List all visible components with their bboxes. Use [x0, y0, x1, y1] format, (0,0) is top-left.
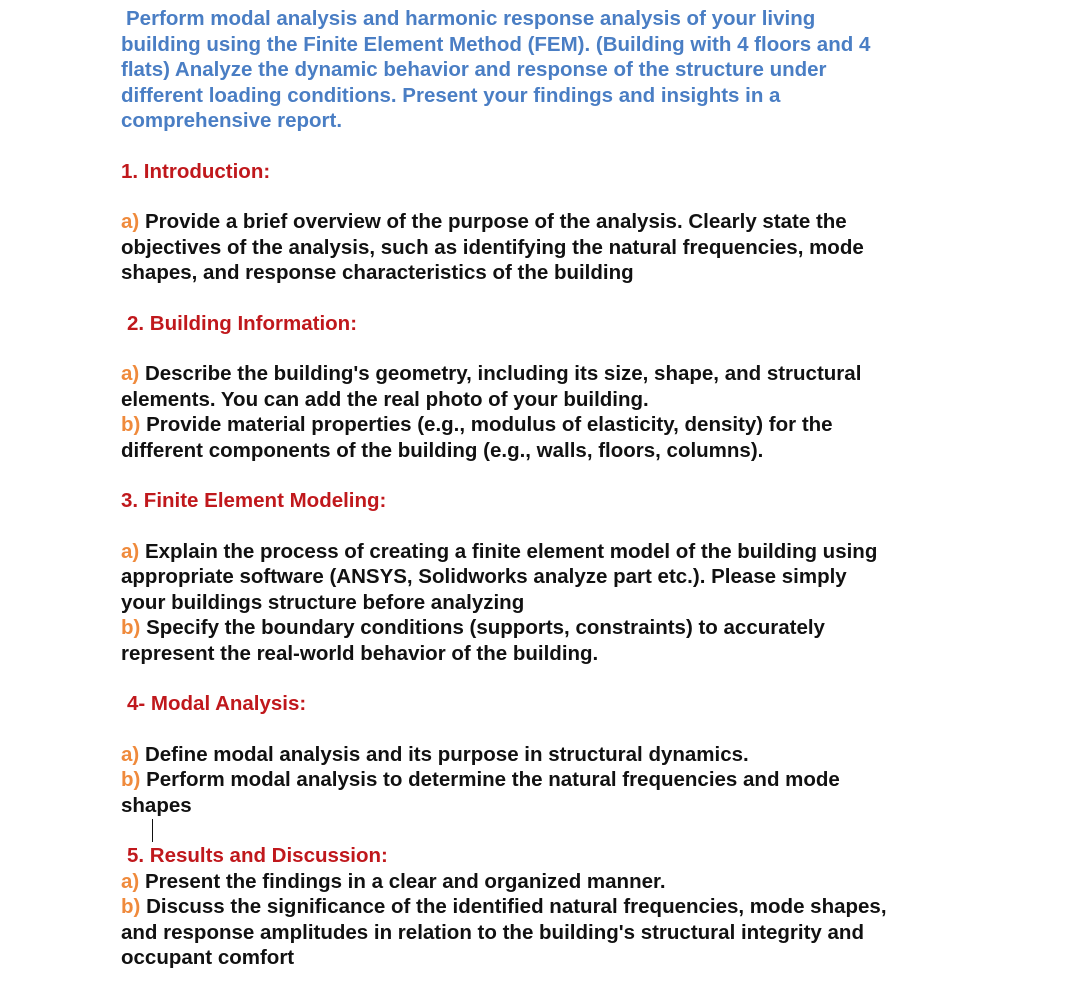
section-3-item-a [121, 539, 1021, 616]
section-5-item-a [121, 869, 1021, 895]
item-line: Perform modal analysis to determine the natural frequencies and mode [146, 768, 840, 791]
intro-line: building using the Finite Element Method (FEM). (Building with 4 floors and 4 [121, 32, 871, 56]
item-line: your buildings structure before analyzing [121, 590, 525, 614]
intro-line: Perform modal analysis and harmonic response analysis of your living [126, 7, 816, 30]
item-marker: a) [121, 869, 140, 893]
section-heading-results-and-discussion: 5. Results and Discussion: [127, 844, 388, 867]
item-marker: a) [121, 539, 140, 563]
document-body [121, 6, 1021, 971]
item-line: elements. You can add the real photo of your building. [121, 387, 649, 411]
item-line: and response amplitudes in relation to the building's structural integrity and [121, 920, 864, 944]
item-marker: a) [121, 210, 140, 233]
section-3-item-b [121, 615, 1021, 666]
text-cursor-row [121, 818, 1021, 843]
section-4-item-b [121, 767, 1021, 818]
item-line: shapes [121, 793, 192, 817]
item-marker: a) [121, 742, 140, 766]
item-line: appropriate software (ANSYS, Solidworks analyze part etc.). Please simply [121, 565, 847, 588]
section-heading-finite-element-modeling: 3. Finite Element Modeling: [121, 489, 387, 512]
item-line: Provide a brief overview of the purpose of the analysis. Clearly state the [144, 210, 847, 233]
item-line: shapes, and response characteristics of the building [121, 261, 634, 284]
item-line: occupant comfort [121, 946, 295, 969]
item-line: Provide material properties (e.g., modulus of elasticity, density) for the [146, 413, 833, 436]
item-line: Describe the building's geometry, including its size, shape, and structural [144, 362, 862, 385]
item-line: Present the findings in a clear and organized manner. [144, 869, 666, 893]
section-heading-building-information: 2. Building Information: [127, 311, 358, 335]
intro-line: flats) Analyze the dynamic behavior and response of the structure under [121, 58, 827, 81]
section-5-item-b [121, 894, 1021, 971]
intro-line: different loading conditions. Present your findings and insights in a [121, 83, 781, 107]
section-2-item-b [121, 412, 1021, 463]
item-line: Discuss the significance of the identified natural frequencies, mode shapes, [146, 895, 887, 918]
section-heading-introduction: 1. Introduction: [121, 159, 271, 183]
text-cursor [152, 819, 153, 842]
section-4-item-a [121, 742, 1021, 768]
section-1-item-a [121, 209, 1021, 286]
item-line: objectives of the analysis, such as identifying the natural frequencies, mode [121, 235, 864, 259]
item-line: represent the real-world behavior of the building. [121, 641, 599, 665]
item-marker: b) [121, 413, 141, 436]
section-2-item-a [121, 361, 1021, 412]
section-heading-modal-analysis: 4- Modal Analysis: [127, 692, 307, 715]
item-line: different components of the building (e.g., walls, floors, columns). [121, 438, 764, 462]
intro-paragraph [121, 6, 1021, 134]
item-marker: a) [121, 362, 140, 385]
item-marker: b) [121, 895, 141, 918]
item-marker: b) [121, 616, 141, 639]
intro-line: comprehensive report. [121, 109, 343, 132]
item-line: Explain the process of creating a finite element model of the building using [144, 539, 878, 563]
item-marker: b) [121, 768, 141, 791]
item-line: Define modal analysis and its purpose in structural dynamics. [144, 742, 749, 766]
item-line: Specify the boundary conditions (supports, constraints) to accurately [146, 616, 825, 639]
